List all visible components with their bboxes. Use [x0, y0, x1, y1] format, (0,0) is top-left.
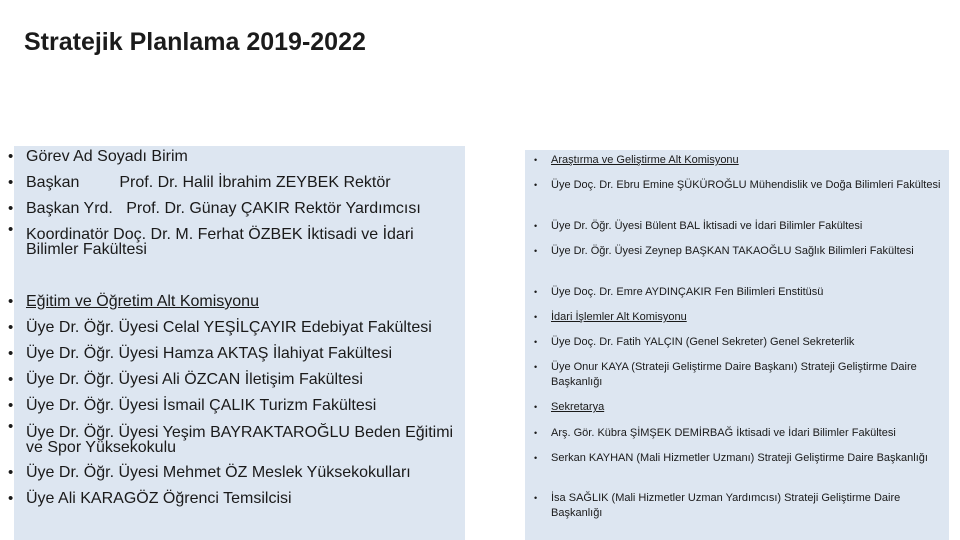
list-item: • Görev Ad Soyadı Birim: [16, 144, 456, 170]
section-heading: • Sekretarya: [551, 400, 943, 415]
leadership-list: [16, 144, 456, 257]
list-item: • Üye Dr. Öğr. Üyesi Zeynep BAŞKAN TAKAOĞLU Sağlık Bilimleri Fakültesi: [551, 244, 943, 259]
list-item: • Üye Onur KAYA (Strateji Geliştirme Daire Başkanı) Strateji Geliştirme Daire Başkanlığı: [551, 360, 943, 390]
list-item: • Üye Dr. Öğr. Üyesi Bülent BAL İktisadi ve İdari Bilimler Fakültesi: [551, 219, 943, 234]
list-item: • Üye Dr. Öğr. Üyesi Ali ÖZCAN İletişim Fakültesi: [16, 367, 456, 393]
section-heading: • Araştırma ve Geliştirme Alt Komisyonu: [551, 153, 943, 168]
section-heading: • Eğitim ve Öğretim Alt Komisyonu: [16, 289, 456, 315]
list-item: • Üye Dr. Öğr. Üyesi Mehmet ÖZ Meslek Yüksekokulları: [16, 460, 456, 486]
list-item: • İsa SAĞLIK (Mali Hizmetler Uzman Yardımcısı) Strateji Geliştirme Daire Başkanlığı: [551, 491, 943, 521]
list-item: • Koordinatör Doç. Dr. M. Ferhat ÖZBEK İktisadi ve İdari Bilimler Fakültesi: [16, 222, 456, 257]
list-item: • Üye Dr. Öğr. Üyesi Hamza AKTAŞ İlahiyat Fakültesi: [16, 341, 456, 367]
list-item: • Üye Doç. Dr. Ebru Emine ŞÜKÜROĞLU Mühendislik ve Doğa Bilimleri Fakültesi: [551, 178, 943, 193]
list-item: • Serkan KAYHAN (Mali Hizmetler Uzmanı) Strateji Geliştirme Daire Başkanlığı: [551, 451, 943, 466]
list-item: • Başkan Yrd. Prof. Dr. Günay ÇAKIR Rektör Yardımcısı: [16, 196, 456, 222]
education-commission-list: [16, 289, 456, 512]
list-item: • Üye Doç. Dr. Fatih YALÇIN (Genel Sekreter) Genel Sekreterlik: [551, 335, 943, 350]
section-heading: • İdari İşlemler Alt Komisyonu: [551, 310, 943, 325]
list-item: • Başkan Prof. Dr. Halil İbrahim ZEYBEK Rektör: [16, 170, 456, 196]
list-item: • Üye Doç. Dr. Emre AYDINÇAKIR Fen Bilimleri Enstitüsü: [551, 285, 943, 300]
list-item: • Üye Dr. Öğr. Üyesi Celal YEŞİLÇAYIR Edebiyat Fakültesi: [16, 315, 456, 341]
list-item: • Üye Ali KARAGÖZ Öğrenci Temsilcisi: [16, 486, 456, 512]
list-item: • Arş. Gör. Kübra ŞİMŞEK DEMİRBAĞ İktisadi ve İdari Bilimler Fakültesi: [551, 426, 943, 441]
list-item: • Üye Dr. Öğr. Üyesi İsmail ÇALIK Turizm Fakültesi: [16, 393, 456, 419]
list-item: • Üye Dr. Öğr. Üyesi Yeşim BAYRAKTAROĞLU Beden Eğitimi ve Spor Yüksekokulu: [16, 419, 456, 460]
slide-title: Stratejik Planlama 2019-2022: [24, 28, 366, 56]
